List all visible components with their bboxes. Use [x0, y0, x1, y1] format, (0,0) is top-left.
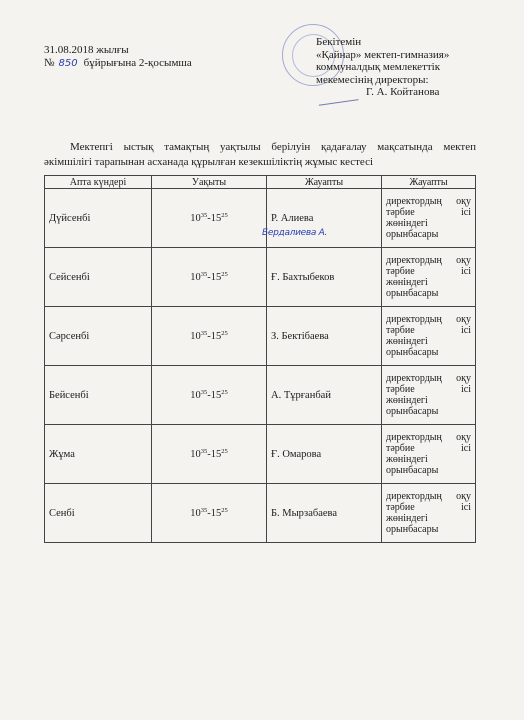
header-left	[44, 44, 192, 70]
cell-role: директордың оқу тәрбие ісі жөніндегі орынбасары	[382, 366, 476, 425]
time-start-hour: 10	[190, 213, 201, 224]
time-start-hour: 10	[190, 508, 201, 519]
time-end-min: 25	[221, 271, 228, 278]
table-row	[45, 189, 476, 248]
table-row	[45, 484, 476, 543]
table-row	[45, 248, 476, 307]
approval-line-4: мекемесінің директоры:	[316, 73, 429, 86]
approval-line-2: «Қайнар» мектеп-гимназия»	[316, 48, 450, 61]
time-start-min: 35	[200, 448, 208, 455]
cell-time	[152, 307, 267, 366]
time-end-hour: 15	[210, 213, 222, 224]
time-start-min: 35	[200, 507, 208, 514]
time-end-min: 25	[221, 212, 228, 219]
time-end-hour: 15	[210, 449, 222, 460]
time-sep: -	[207, 213, 211, 224]
time-end-hour: 15	[210, 508, 222, 519]
col-header-time: Уақыты	[152, 176, 267, 189]
cell-person: Ғ. Омарова	[267, 425, 382, 484]
time-end-min: 25	[221, 389, 228, 396]
cell-day: Жұма	[45, 425, 152, 484]
approval-block	[316, 36, 496, 99]
table-body	[45, 189, 476, 543]
director-name: Г. А. Койтанова	[366, 86, 440, 98]
col-header-responsible: Жауапты	[267, 176, 382, 189]
time-end-hour: 15	[210, 331, 222, 342]
document-intro	[44, 140, 476, 170]
cell-person: З. Бектібаева	[267, 307, 382, 366]
time-sep: -	[207, 331, 211, 342]
time-start-hour: 10	[190, 390, 201, 401]
cell-person: Б. Мырзабаева	[267, 484, 382, 543]
time-start-hour: 10	[190, 331, 201, 342]
time-start-hour: 10	[190, 272, 201, 283]
cell-day: Сенбі	[45, 484, 152, 543]
duty-schedule-table	[44, 175, 476, 543]
time-sep: -	[207, 272, 211, 283]
cell-day: Бейсенбі	[45, 366, 152, 425]
col-header-day: Апта күндері	[45, 176, 152, 189]
time-end-min: 25	[221, 507, 228, 514]
cell-person: А. Тұрғанбай	[267, 366, 382, 425]
cell-time	[152, 484, 267, 543]
time-end-hour: 15	[210, 272, 222, 283]
time-end-hour: 15	[210, 390, 222, 401]
time-end-min: 25	[221, 448, 228, 455]
cell-role: директордың оқу тәрбие ісі жөніндегі орынбасары	[382, 307, 476, 366]
time-start-min: 35	[200, 271, 208, 278]
time-start-hour: 10	[190, 449, 201, 460]
cell-day: Дүйсенбі	[45, 189, 152, 248]
order-number-line	[44, 57, 192, 70]
cell-day: Сәрсенбі	[45, 307, 152, 366]
table-row	[45, 366, 476, 425]
table-row	[45, 425, 476, 484]
time-sep: -	[207, 390, 211, 401]
handwritten-order-number: 850	[58, 58, 78, 69]
cell-person: Р. Алиева	[267, 189, 382, 248]
cell-time	[152, 425, 267, 484]
cell-person: Ғ. Бахтыбеков	[267, 248, 382, 307]
time-start-min: 35	[200, 389, 208, 396]
number-sign: №	[44, 57, 55, 69]
time-start-min: 35	[200, 212, 208, 219]
cell-role: директордың оқу тәрбие ісі жөніндегі орынбасары	[382, 189, 476, 248]
approval-line-1: Бекітемін	[316, 36, 362, 48]
cell-time	[152, 366, 267, 425]
time-end-min: 25	[221, 330, 228, 337]
cell-day: Сейсенбі	[45, 248, 152, 307]
approval-line-3: коммуналдық мемлекеттік	[316, 61, 441, 73]
intro-line-2: әкімшілігі тарапынан асханада құрылған кезекшіліктің жұмыс кестесі	[44, 156, 374, 168]
cell-role: директордың оқу тәрбие ісі жөніндегі орынбасары	[382, 484, 476, 543]
order-appendix-text: бұйрығына 2-қосымша	[83, 57, 192, 69]
handwritten-signature-note: Бердалиева А.	[262, 228, 328, 238]
intro-line-1: Мектепгі ыстық тамақтың уақтылы берілуін қадағалау мақсатында мектеп	[70, 141, 476, 153]
cell-role: директордың оқу тәрбие ісі жөніндегі орынбасары	[382, 248, 476, 307]
table-header-row	[45, 176, 476, 189]
cell-time	[152, 189, 267, 248]
cell-role: директордың оқу тәрбие ісі жөніндегі орынбасары	[382, 425, 476, 484]
cell-time	[152, 248, 267, 307]
col-header-responsible-role: Жауапты	[382, 176, 476, 189]
time-sep: -	[207, 508, 211, 519]
time-sep: -	[207, 449, 211, 460]
time-start-min: 35	[200, 330, 208, 337]
table-row	[45, 307, 476, 366]
order-date: 31.08.2018 жылғы	[44, 44, 129, 56]
